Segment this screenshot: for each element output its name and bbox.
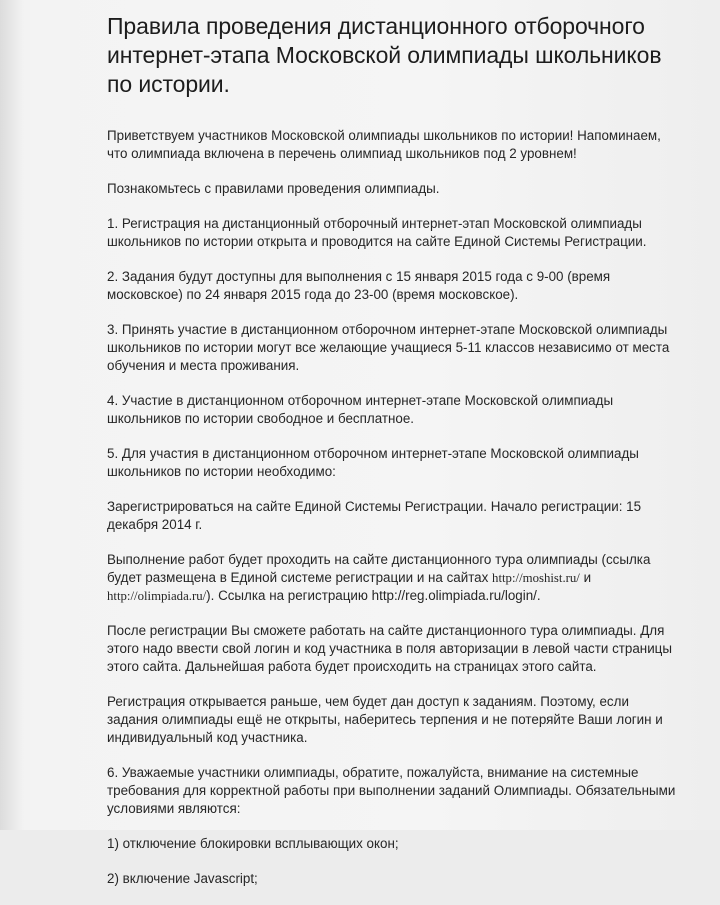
rule-item-2: 2. Задания будут доступны для выполнения с 15 января 2015 года с 9-00 (время московское) по 24 января 2015 года до 23-00 (время московское). <box>107 269 611 302</box>
rule-item-1: 1. Регистрация на дистанционный отборочный интернет-этап Московской олимпиады школьников по истории открыта и проводится на сайте Единой Системы Регистрации. <box>107 216 647 249</box>
early-registration-paragraph: Регистрация открывается раньше, чем будет дан доступ к заданиям. Поэтому, если задания олимпиады ещё не открыты, наберитесь терпения и не потеряйте Ваши логин и индивидуальный код участника. <box>107 694 663 745</box>
greeting-paragraph: Приветствуем участников Московской олимпиады школьников по истории! Напоминаем, что олимпиада включена в перечень олимпиад школьников под 2 уровнем! <box>107 128 661 161</box>
moshist-url: http://moshist.ru/ <box>492 571 580 585</box>
work-text-suffix: ). Ссылка на регистрацию http://reg.olimpiada.ru/login/. <box>206 588 541 603</box>
intro-paragraph: Познакомьтесь с правилами проведения олимпиады. <box>107 181 440 196</box>
rule-item-3: 3. Принять участие в дистанционном отборочном интернет-этапе Московской олимпиады школьников по истории могут все желающие учащиеся 5-11 классов независимо от места обучения и места проживания. <box>107 322 670 373</box>
document-title: Правила проведения дистанционного отборочного интернет-этапа Московской олимпиады школьников по истории. <box>107 13 662 97</box>
rule-item-5: 5. Для участия в дистанционном отборочном интернет-этапе Московской олимпиады школьников по истории необходимо: <box>107 446 639 479</box>
rule-item-6: 6. Уважаемые участники олимпиады, обратите, пожалуйста, внимание на системные требования для корректной работы при выполнении заданий Олимпиады. Обязательными условиями являются: <box>107 765 676 816</box>
olimpiada-url: http://olimpiada.ru/ <box>107 589 207 603</box>
work-text-prefix: Выполнение работ будет проходить на сайте дистанционного тура олимпиады (ссылка будет размещена в Единой системе регистрации и на сайтах <box>107 552 651 585</box>
rule-item-4: 4. Участие в дистанционном отборочном интернет-этапе Московской олимпиады школьников по истории свободное и бесплатное. <box>107 393 614 426</box>
registration-paragraph: Зарегистрироваться на сайте Единой Системы Регистрации. Начало регистрации: 15 декабря 2014 г. <box>107 499 642 532</box>
after-registration-paragraph: После регистрации Вы сможете работать на сайте дистанционного тура олимпиады. Для этого надо ввести свой логин и код участника в поля авторизации в левой части страницы этого сайта. Дальнейшая работа будет происходить на страницах этого сайта. <box>107 623 672 674</box>
document-content <box>107 12 682 905</box>
requirement-2: 2) включение Javascript; <box>107 871 258 886</box>
work-and: и <box>579 570 592 585</box>
work-paragraph <box>107 551 682 605</box>
requirement-1: 1) отключение блокировки всплывающих окон; <box>107 836 399 851</box>
